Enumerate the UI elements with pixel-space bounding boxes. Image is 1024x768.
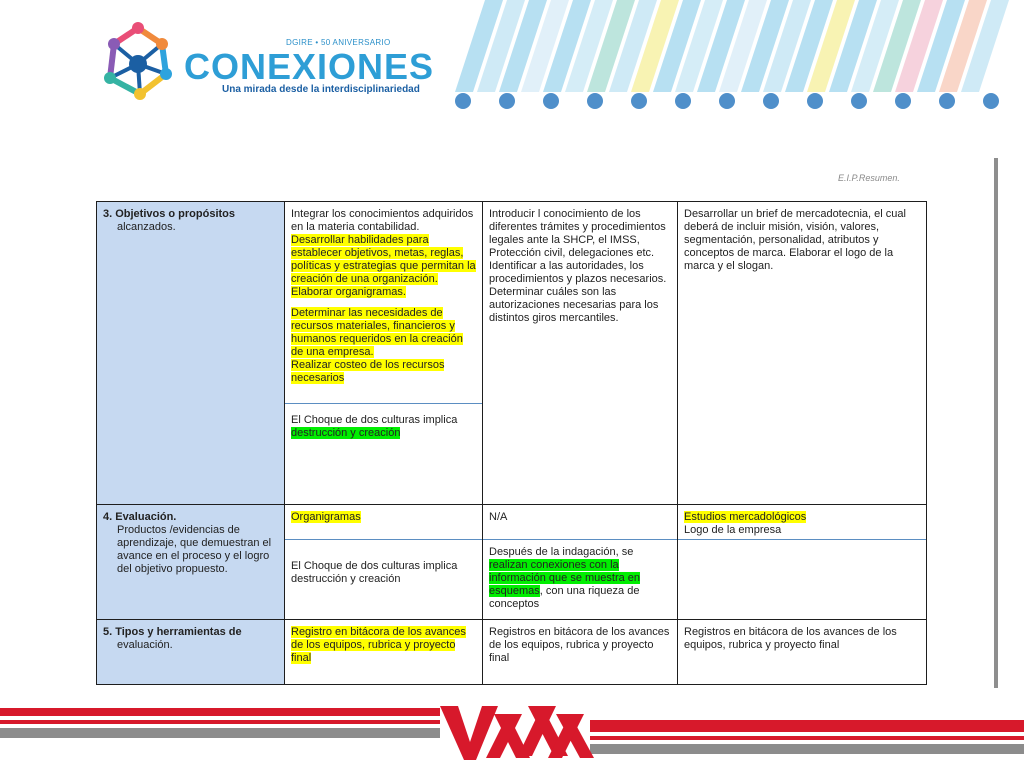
page-code: E.I.P.Resumen. bbox=[838, 173, 900, 183]
table-cell bbox=[678, 620, 927, 685]
conexiones-logo bbox=[96, 18, 435, 113]
highlighted-text: Estudios mercadológicos bbox=[684, 511, 807, 523]
decorative-stripes bbox=[455, 0, 1024, 112]
highlighted-text: destrucción y creación bbox=[291, 427, 401, 439]
cell-text: Desarrollar un brief de mercadotecnia, el cual deberá de incluir misión, visión, valores, segmentación, personalidad, atributos y conceptos de marca. Elaborar el logo de la marca y el slogan. bbox=[684, 208, 906, 272]
uvaa-footer-banner bbox=[0, 700, 1024, 768]
table-cell bbox=[678, 505, 927, 620]
logo-subtitle: DGIRE • 50 ANIVERSARIO bbox=[286, 38, 391, 47]
table-row bbox=[97, 620, 927, 685]
table-row bbox=[97, 202, 927, 505]
cell-text: Registros en bitácora de los avances de los equipos, rubrica y proyecto final bbox=[684, 626, 897, 651]
highlighted-text: Determinar las necesidades de recursos materiales, financieros y humanos requeridos en la creación de una empresa. bbox=[291, 307, 463, 358]
row-label-title: 3. Objetivos o propósitos bbox=[103, 208, 236, 220]
logo-tagline: Una mirada desde la interdisciplinariedad bbox=[222, 84, 420, 95]
molecule-logo-icon bbox=[96, 18, 180, 110]
highlighted-text: Desarrollar habilidades para establecer objetivos, metas, reglas, políticas y estrategias que permitan la creación de una organización. bbox=[291, 234, 476, 285]
cell-text: Integrar los conocimientos adquiridos en la materia contabilidad. bbox=[291, 208, 474, 233]
highlighted-text: Organigramas bbox=[291, 511, 361, 523]
highlighted-text: realizan conexiones con la información que se muestra en esquemas bbox=[489, 559, 641, 597]
table-row bbox=[97, 505, 927, 620]
objectives-table bbox=[96, 201, 927, 685]
cell-text: Logo de la empresa bbox=[684, 524, 782, 536]
cell-text: Registros en bitácora de los avances de los equipos, rubrica y proyecto final bbox=[489, 626, 670, 664]
row-label bbox=[97, 620, 285, 685]
table-cell bbox=[285, 505, 483, 620]
highlighted-text: Elaborar organigramas. bbox=[291, 286, 406, 298]
table-cell bbox=[483, 505, 678, 620]
row-label-title: 5. Tipos y herramientas de bbox=[103, 626, 242, 638]
table-cell bbox=[285, 620, 483, 685]
row-label-desc: Productos /evidencias de aprendizaje, que demuestran el avance en el proceso y el logro del objetivo propuesto. bbox=[117, 524, 272, 575]
cell-text: , con una riqueza de conceptos bbox=[489, 585, 640, 610]
cell-text: Introducir l conocimiento de los diferentes trámites y procedimientos legales ante la SHCP, el IMSS, Protección civil, delegaciones etc. Identificar a las autoridades, los procedimientos y plazos necesarios. Determinar cuáles son las autorizaciones necesarias para los distintos giros mercantiles. bbox=[489, 208, 667, 324]
row-label-desc: alcanzados. bbox=[117, 221, 176, 233]
row-label-desc: evaluación. bbox=[117, 639, 173, 651]
highlighted-text: Registro en bitácora de los avances de los equipos, rubrica y proyecto final bbox=[291, 626, 466, 664]
cell-text: N/A bbox=[489, 511, 508, 523]
cell-text: El Choque de dos culturas implica destrucción y creación bbox=[291, 560, 458, 585]
table-cell bbox=[483, 620, 678, 685]
cell-text: Después de la indagación, se bbox=[489, 546, 634, 558]
row-label bbox=[97, 505, 285, 620]
table-cell bbox=[678, 202, 927, 505]
table-cell bbox=[285, 202, 483, 505]
row-label-title: 4. Evaluación. bbox=[103, 511, 177, 523]
vertical-divider bbox=[994, 158, 998, 688]
table-cell bbox=[483, 202, 678, 505]
highlighted-text: Realizar costeo de los recursos necesarios bbox=[291, 359, 445, 384]
logo-title: CONEXIONES bbox=[184, 46, 435, 87]
row-label bbox=[97, 202, 285, 505]
cell-text: El Choque de dos culturas implica bbox=[291, 414, 458, 426]
uvaa-logo-icon bbox=[440, 706, 594, 760]
